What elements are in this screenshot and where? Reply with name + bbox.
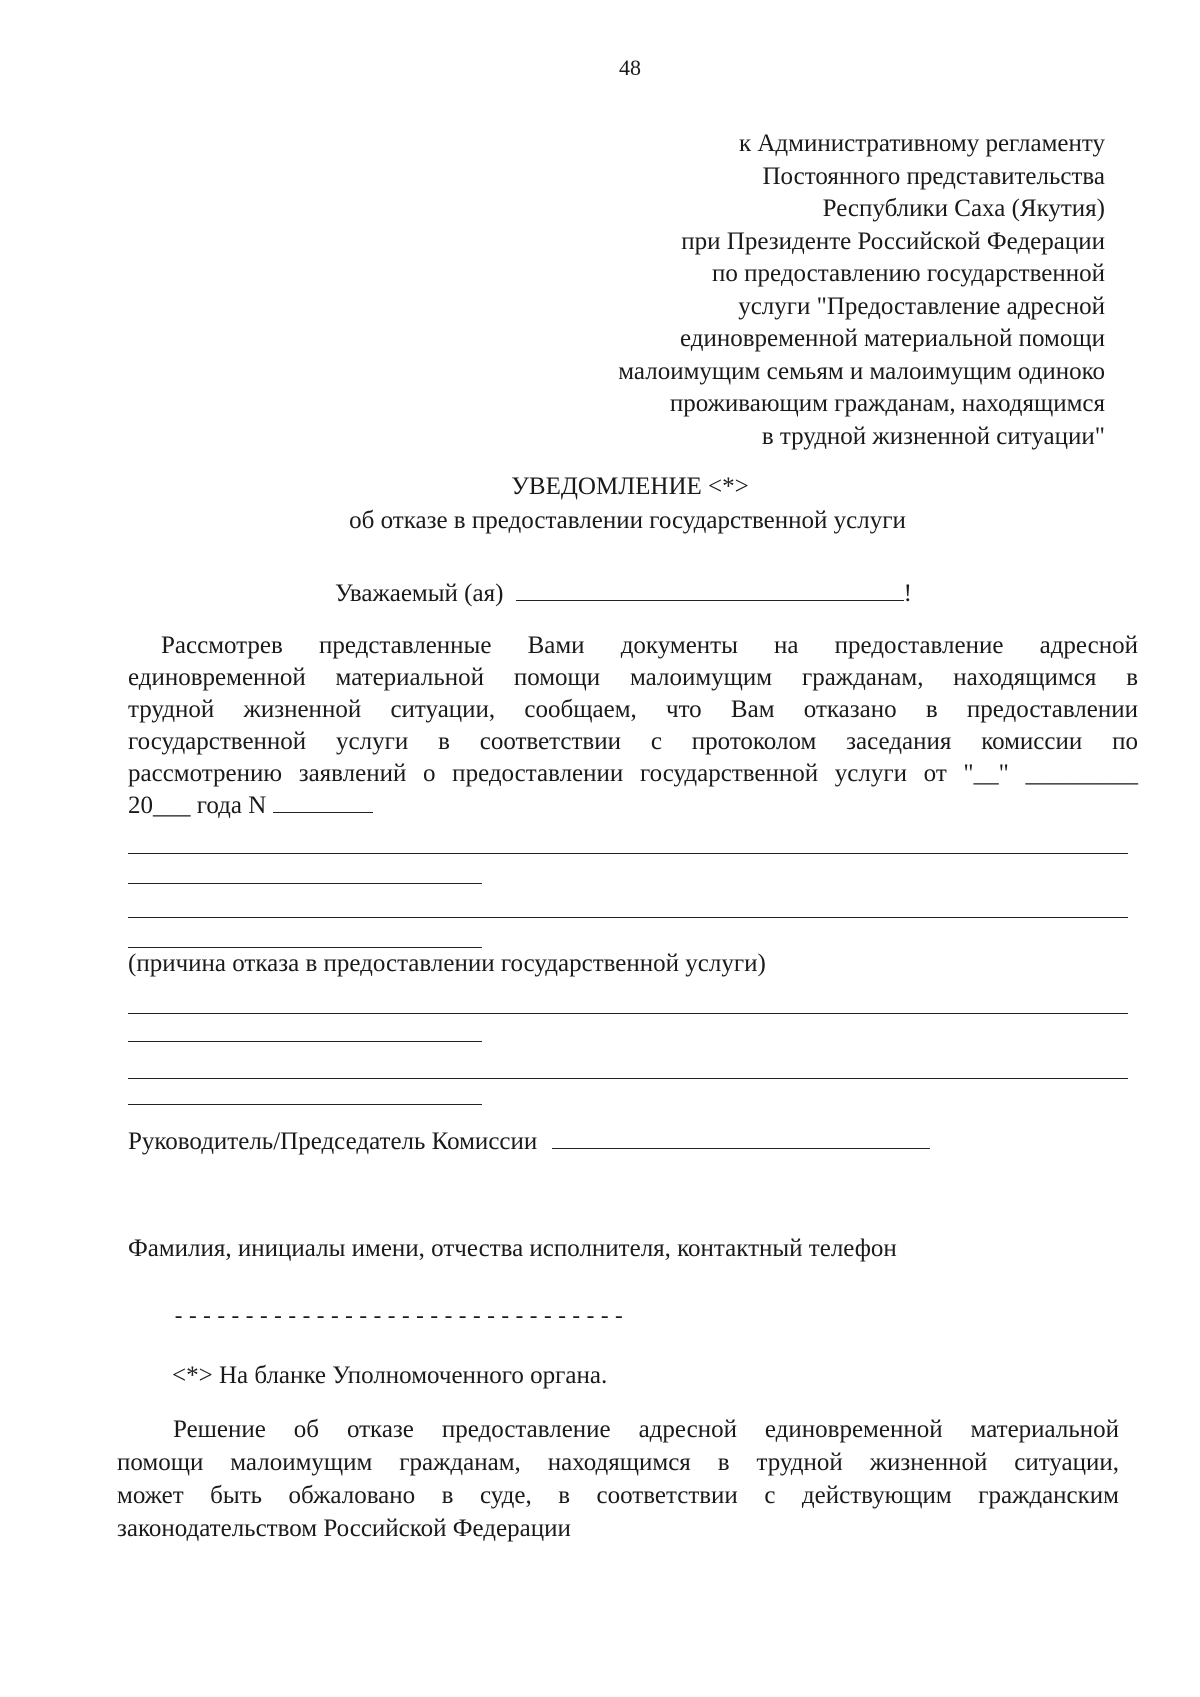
greeting-suffix: ! — [903, 580, 912, 607]
header-line: проживающим гражданам, находящимся — [669, 390, 1105, 417]
body-line: трудной жизненной ситуации, сообщаем, что Вам отказано в предоставлении — [128, 696, 1138, 723]
year-prefix: 20___ — [128, 792, 191, 819]
reason-fill-line[interactable] — [128, 1013, 1128, 1014]
appendix-header — [618, 128, 1105, 453]
reason-caption: (причина отказа в предоставлении государственной услуги) — [128, 950, 766, 977]
greeting-line — [335, 580, 912, 608]
reason-fill-line[interactable] — [128, 853, 1128, 854]
signature-label: Руководитель/Председатель Комиссии — [128, 1128, 538, 1155]
footnote-separator: -------------------------------- — [172, 1305, 627, 1330]
header-line: при Президенте Российской Федерации — [681, 227, 1105, 255]
header-line: единовременной материальной помощи — [680, 325, 1105, 352]
reason-fill-line[interactable] — [128, 1041, 482, 1042]
document-subtitle: об отказе в предоставлении государственной услуги — [349, 507, 906, 534]
appeal-line: может быть обжаловано в суде, в соответствии с действующим гражданским — [117, 1482, 1119, 1509]
header-line: к Административному регламенту — [738, 130, 1105, 157]
number-label: года N — [196, 792, 267, 819]
page-number: 48 — [619, 55, 641, 80]
header-line: в трудной жизненной ситуации" — [761, 422, 1105, 450]
header-line: Постоянного представительства — [762, 162, 1105, 190]
header-line: услуги "Предоставление адресной — [738, 292, 1105, 320]
header-line: малоимущим семьям и малоимущим одиноко — [618, 357, 1105, 385]
signature-blank[interactable] — [552, 1148, 930, 1149]
executor-label: Фамилия, инициалы имени, отчества исполнителя, контактный телефон — [128, 1235, 897, 1262]
signature-line — [128, 1128, 930, 1156]
appeal-line: законодательством Российской Федерации — [117, 1515, 571, 1542]
reason-fill-line[interactable] — [128, 947, 482, 948]
document-title: УВЕДОМЛЕНИЕ <*> — [511, 473, 749, 500]
body-line: единовременной материальной помощи малоимущим гражданам, находящимся в — [128, 664, 1138, 691]
reason-fill-line[interactable] — [128, 1104, 482, 1105]
appeal-paragraph — [117, 1413, 1119, 1545]
appeal-line: Решение об отказе предоставление адресной единовременной материальной — [173, 1416, 1119, 1443]
body-line: Рассмотрев представленные Вами документы на предоставление адресной — [161, 632, 1138, 659]
body-line: государственной услуги в соответствии с протоколом заседания комиссии по — [128, 728, 1138, 755]
greeting-prefix: Уважаемый (ая) — [335, 580, 504, 607]
reason-fill-line[interactable] — [128, 883, 482, 884]
body-paragraph — [128, 630, 1138, 822]
reason-fill-line[interactable] — [128, 1078, 1128, 1079]
header-line: по предоставлению государственной — [712, 260, 1105, 287]
date-number-line — [128, 790, 1138, 822]
appeal-line: помощи малоимущим гражданам, находящимся в трудной жизненной ситуации, — [117, 1449, 1119, 1476]
footnote: <*> На бланке Уполномоченного органа. — [172, 1362, 608, 1389]
reason-fill-line[interactable] — [128, 917, 1128, 918]
recipient-name-blank[interactable] — [516, 600, 904, 601]
protocol-number-blank[interactable] — [273, 812, 373, 813]
header-line: Республики Саха (Якутия) — [822, 195, 1105, 222]
body-line: рассмотрению заявлений о предоставлении государственной услуги от "__" _________ — [128, 760, 1138, 787]
